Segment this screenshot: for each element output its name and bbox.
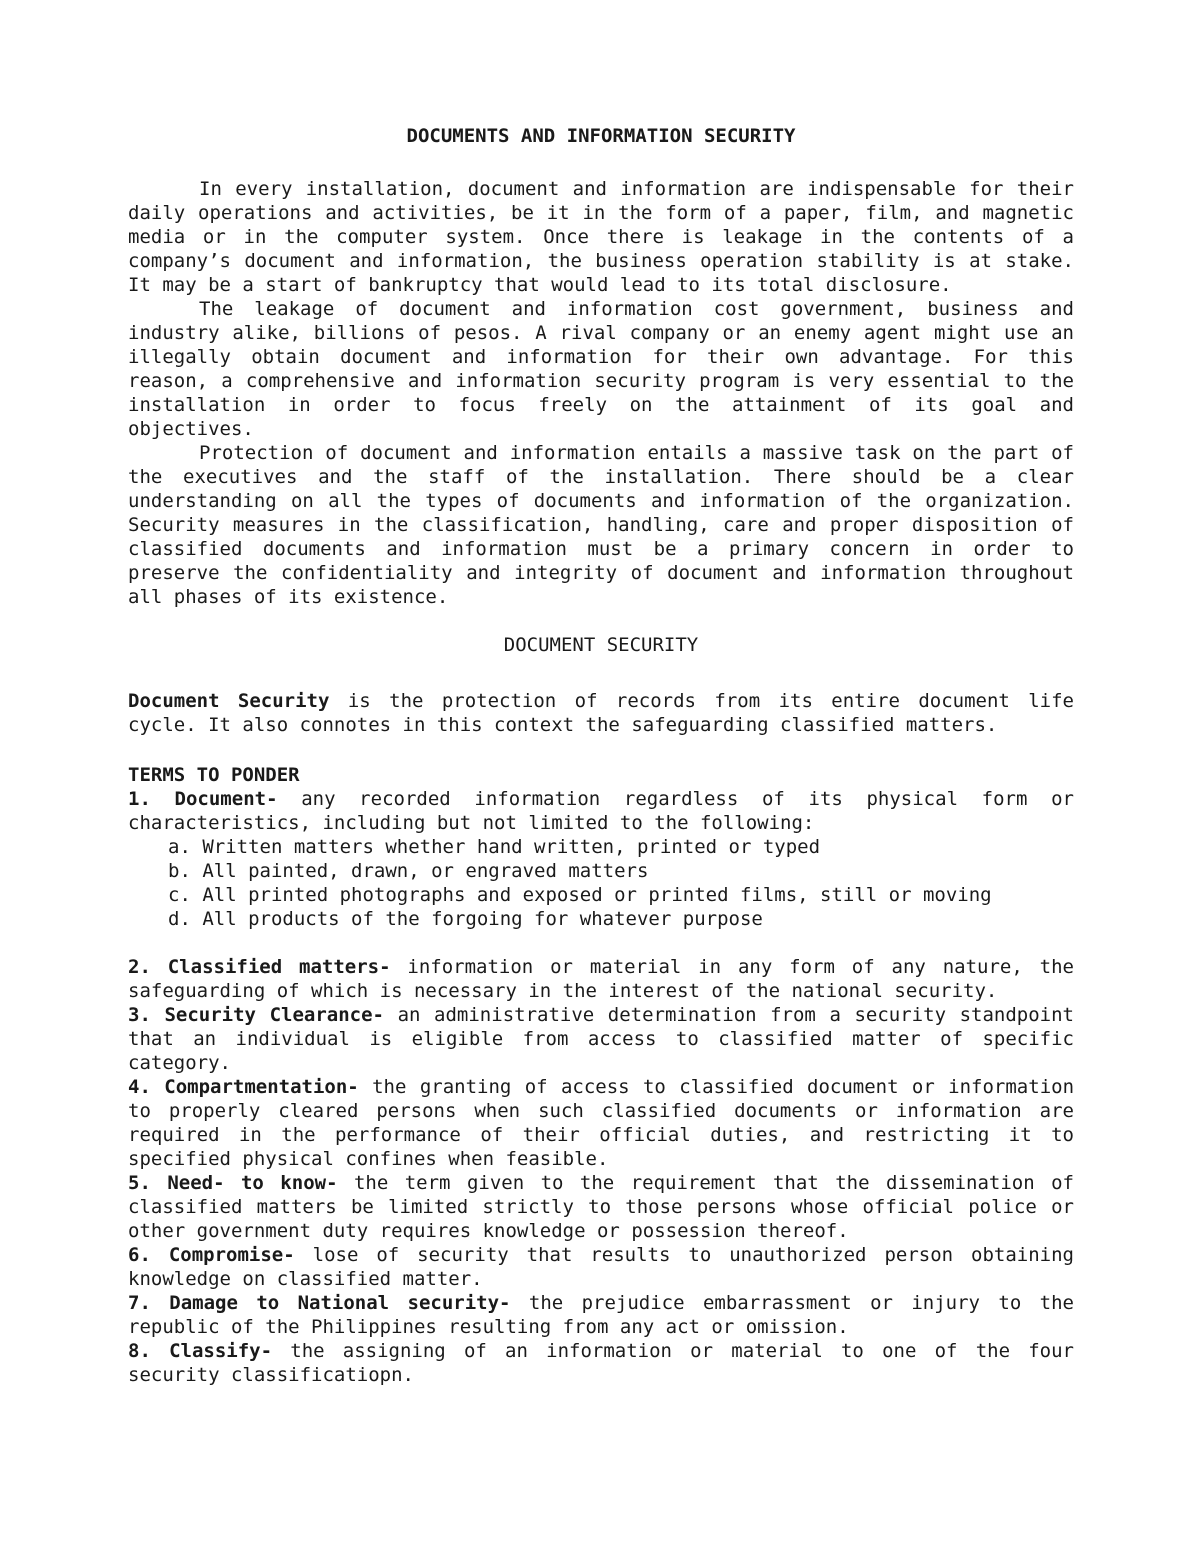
list-item: b. All painted, drawn, or engraved matters: [168, 860, 649, 882]
definition: [128, 689, 1074, 737]
term-text: the assigning of an information or material to one of the four security classificatiopn.: [128, 1340, 1074, 1386]
document-page: [128, 124, 1074, 1387]
section-title: DOCUMENT SECURITY: [503, 634, 699, 656]
term-label: 7. Damage to National security-: [128, 1292, 511, 1314]
term-text: information or material in any form of any nature, the safeguarding of which is necessary in the interest of the national security.: [128, 956, 1074, 1002]
definition-term: Document Security: [128, 690, 330, 712]
term-item: [128, 1075, 1074, 1171]
term-item: [128, 955, 1074, 1003]
intro-paragraph: In every installation, document and information are indispensable for their daily operations and activities, be it in the form of a paper, film, and magnetic media or in the computer system. Once there is leakage in the contents of a company’s document and information, the business operation stability is at stake. It may be a start of bankruptcy that would lead to its total disclosure.: [128, 178, 1074, 296]
list-item: c. All printed photographs and exposed or printed films, still or moving: [168, 884, 992, 906]
term-text: the granting of access to classified document or information to properly cleared persons when such classified documents or information are required in the performance of their official duties, and restricting it to specified physical confines when feasible.: [128, 1076, 1075, 1170]
term-text: any recorded information regardless of its physical form or characteristics, including but not limited to the following:: [128, 788, 1074, 834]
document-subitems: [128, 835, 1074, 931]
term-item: [128, 1171, 1074, 1243]
term-item: [128, 1291, 1074, 1339]
term-text: the prejudice embarrassment or injury to the republic of the Philippines resulting from any act or omission.: [128, 1292, 1074, 1338]
intro-paragraph: The leakage of document and information cost government, business and industry alike, billions of pesos. A rival company or an enemy agent might use an illegally obtain document and information for their own advantage. For this reason, a comprehensive and information security program is very essential to the installation in order to focus freely on the attainment of its goal and objectives.: [128, 298, 1074, 440]
term-label: 5. Need- to know-: [128, 1172, 338, 1194]
intro-paragraph: Protection of document and information entails a massive task on the part of the executives and the staff of the installation. There should be a clear understanding on all the types of documents and information of the organization. Security measures in the classification, handling, care and proper disposition of classified documents and information must be a primary concern in order to preserve the confidentiality and integrity of document and information throughout all phases of its existence.: [128, 442, 1074, 608]
list-item: a. Written matters whether hand written, printed or typed: [168, 836, 821, 858]
term-label: 1. Document-: [128, 788, 278, 810]
term-label: 6. Compromise-: [128, 1244, 295, 1266]
term-item: [128, 1003, 1074, 1075]
term-item: [128, 787, 1074, 835]
term-label: 2. Classified matters-: [128, 956, 391, 978]
term-text: lose of security that results to unauthorized person obtaining knowledge on classified matter.: [128, 1244, 1074, 1290]
list-item: d. All products of the forgoing for whatever purpose: [168, 908, 763, 930]
term-text: an administrative determination from a security standpoint that an individual is eligible from access to classified matter of specific category.: [128, 1004, 1074, 1074]
page-title: DOCUMENTS AND INFORMATION SECURITY: [406, 125, 796, 147]
definition-text: is the protection of records from its entire document life cycle. It also connotes in this context the safeguarding classified matters.: [128, 690, 1074, 736]
term-text: the term given to the requirement that the dissemination of classified matters be limited strictly to those persons whose official police or other government duty requires knowledge or possession thereof.: [128, 1172, 1074, 1242]
term-label: 8. Classify-: [128, 1340, 273, 1362]
term-item: [128, 1339, 1074, 1387]
term-label: 4. Compartmentation-: [128, 1076, 359, 1098]
term-item: [128, 1243, 1074, 1291]
term-label: 3. Security Clearance-: [128, 1004, 384, 1026]
terms-heading: TERMS TO PONDER: [128, 764, 300, 786]
